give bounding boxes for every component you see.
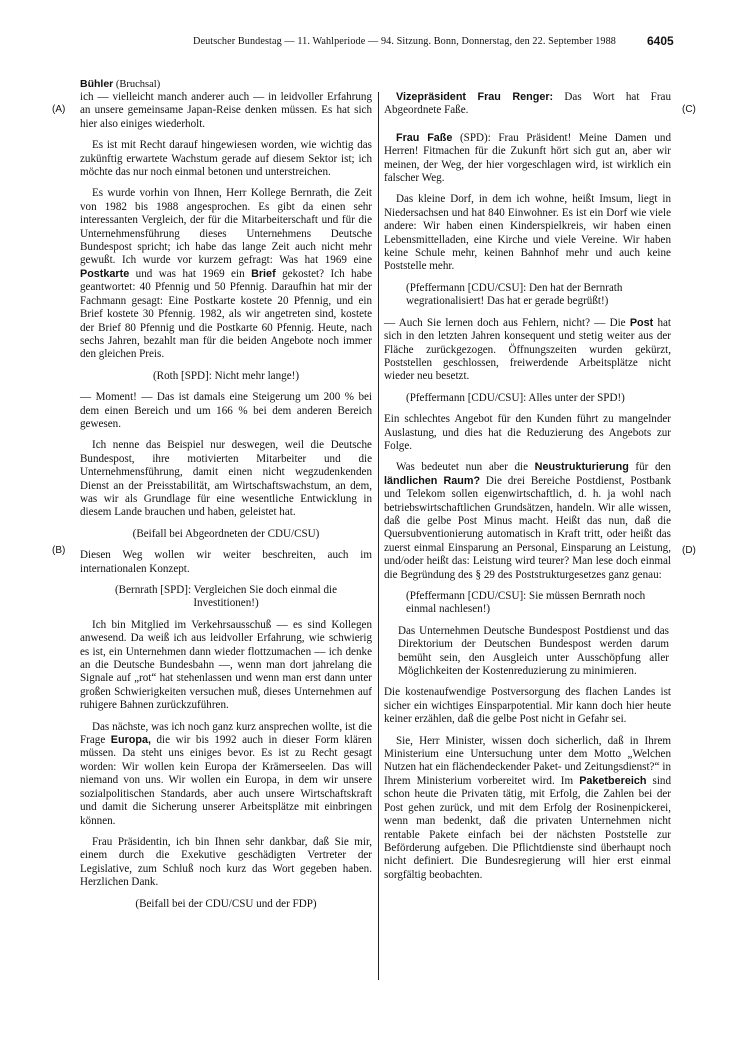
paragraph: Frau Faße (SPD): Frau Präsident! Meine Damen und Herren! Fitmachen für die Zukunft hört sich gut an, aber wir meinen, der Weg, der hier vorgeschlagen wird, ist wirklich ein falscher Weg.: [384, 131, 671, 185]
paragraph: Ein schlechtes Angebot für den Kunden führt zu mangelnder Auslastung, und dies hat die Reduzierung des Angebots zur Folge.: [384, 413, 671, 452]
paragraph: Ich bin Mitglied im Verkehrsausschuß — es sind Kollegen anwesend. Da weiß ich aus leidvoller Erfahrung, wie schwierig es ist, ein Unternehmen dann wieder flottzumachen — ich denke an die Deutsche Bundesbahn —, wenn man dort jahrelang die Signale auf „rot“ hat stehenlassen und wenn man erst dann unter großen Schwierigkeiten versuchen muß, dieses Unternehmen auf ruhigere Bahnen zurückzuführen.: [80, 618, 372, 712]
paragraph: Diesen Weg wollen wir weiter beschreiten, auch im internationalen Konzept.: [80, 549, 372, 575]
paragraph: ich — vielleicht manch anderer auch — in leidvoller Erfahrung an unsere gemeinsame Japan-Reise denken müssen. Es hat sich hier also einiges wiederholt.: [80, 91, 372, 130]
interjection: (Pfeffermann [CDU/CSU]: Sie müssen Bernrath noch einmal nachlesen!): [406, 590, 646, 616]
interjection: (Pfeffermann [CDU/CSU]: Alles unter der SPD!): [406, 391, 625, 404]
interjection: (Pfeffermann [CDU/CSU]: Den hat der Bernrath wegrationalisiert! Das hat er gerade begrüßt!): [406, 281, 623, 308]
running-speaker-label: [80, 78, 160, 90]
page-header: Deutscher Bundestag — 11. Wahlperiode — 94. Sitzung. Bonn, Donnerstag, den 22. September 1988: [193, 36, 616, 47]
paragraph: Es wurde vorhin von Ihnen, Herr Kollege Bernrath, die Zeit von 1982 bis 1988 angesprochen. Es gibt da einen sehr interessanten Vergleich, der für die Mitarbeiterschaft und für die Unternehmensführung dieses Unternehmens Deutsche Bundespost spricht; ich habe das lange Zeit auch nicht mehr gewußt. Ich wurde vor kurzem gefragt: Was hat 1969 eine Postkarte und was hat 1969 ein Brief gekostet? Ich habe geantwortet: 40 Pfennig und 50 Pfennig. Daraufhin hat mir der Fachmann gesagt: Eine Postkarte kostete 20 Pfennig, und ein Brief kostete 30 Pfennig. 1982, als wir angetreten sind, kostete der Brief 80 Pfennig und die Postkarte 60 Pfennig. Heute, nach sechs Jahren, bezahlt man für die beiden Angebote noch immer den gleichen Preis.: [80, 187, 372, 361]
paragraph: — Moment! — Das ist damals eine Steigerung um 200 % bei dem einen Bereich und um 166 % bei dem anderen Bereich gewesen.: [80, 391, 372, 430]
interjection: (Roth [SPD]: Nicht mehr lange!): [152, 369, 300, 382]
paragraph: Ich nenne das Beispiel nur deswegen, weil die Deutsche Bundespost, ihre motivierten Mitarbeiter und die Unternehmensführung, damit einen nicht wegzudenkenden Dienst an der Preisstabilität, am Wirtschaftswachstum, an dem, was wir als Grundlage für eine wesentliche Entwicklung in diesem Lande brauchen und haben, geleistet hat.: [80, 439, 372, 519]
paragraph: Es ist mit Recht darauf hingewiesen worden, wie wichtig das zukünftig erwartete Wachstum gerade auf diesem Sektor ist; ich möchte das nur noch einmal betonen und unterstreichen.: [80, 139, 372, 179]
interjection: (Bernrath [SPD]: Vergleichen Sie doch einmal die Investitionen!): [114, 584, 338, 610]
speaker-name: Vizepräsident Frau Renger:: [396, 91, 554, 103]
interjection: (Beifall bei der CDU/CSU und der FDP): [135, 897, 317, 910]
page-number: 6405: [647, 34, 674, 48]
interjection: (Beifall bei Abgeordneten der CDU/CSU): [132, 527, 320, 540]
column-divider: [378, 92, 379, 980]
paragraph: Vizepräsident Frau Renger: Das Wort hat Frau Abgeordnete Faße.: [384, 91, 671, 117]
quotation: Das Unternehmen Deutsche Bundespost Postdienst und das Direktorium der Deutschen Bundespost werden darum bemüht sein, den Ausgleich unter Ausschöpfung aller Möglichkeiten der Kostenreduzierung zu minimieren.: [398, 624, 669, 678]
margin-marker-c: (C): [682, 104, 696, 115]
paragraph: Was bedeutet nun aber die Neustrukturierung für den ländlichen Raum? Die drei Bereiche Postdienst, Postbank und Telekom sollen eigenwirtschaftlich, d. h. ja wohl nach betriebswirtschaftlichen Grundsätzen, handeln. Wir alle wissen, daß die gelbe Post Minus macht. Heißt das nun, daß die Quersubventionierung automatisch in Kraft tritt, oder heißt das zuerst einmal Einsparung an Personal, Einsparung an Leistung, und/oder heißt das: Leistung wird teurer? Man lese doch einmal die Begründung des § 29 des Poststrukturgesetzes ganz genau:: [384, 461, 671, 581]
paragraph: Frau Präsidentin, ich bin Ihnen sehr dankbar, daß Sie mir, einem durch die Exekutive geschädigten Vertreter der Legislative, zum Schluß noch kurz das Wort gegeben haben. Herzlichen Dank.: [80, 835, 372, 889]
margin-marker-b: (B): [52, 545, 66, 556]
paragraph: Sie, Herr Minister, wissen doch sicherlich, daß in Ihrem Ministerium eine Untersuchung unter dem Motto „Welchen Nutzen hat ein flächendeckender Paket- und Zeitungsdienst?“ in Ihrem Ministerium vorbereitet wird. Im Paketbereich sind schon heute die Privaten tätig, mit Erfolg, die Zahlen bei der Post gehen zurück, und mit dem Erfolg der Rosinenpickerei, wenn man bedenkt, daß die privaten Unternehmen nicht rentable Pakete einfach bei der nächsten Poststelle zur Beförderung aufgeben. Die Pflichtdienste sind überhaupt noch nicht definiert. Die Bundesregierung will hier erst einmal sorgfältig beobachten.: [384, 734, 671, 881]
right-column: [384, 91, 671, 890]
speaker-name: Bühler: [80, 78, 114, 90]
paragraph: Das nächste, was ich noch ganz kurz ansprechen wollte, ist die Frage Europa, die wir bis 1992 auch in dieser Form klären müssen. Da steht uns einiges bevor. Es ist zu Recht gesagt worden: Wir wollen kein Europa der Krämerseelen. Das will niemand von uns. Wir wollen ein Europa, in dem wir unsere sozialpolitischen Standards, aber auch unsere Wirtschaftskraft und damit die Sicherung unserer Arbeitsplätze mit einbringen können.: [80, 720, 372, 827]
left-column: [80, 91, 372, 919]
paragraph: Das kleine Dorf, in dem ich wohne, heißt Imsum, liegt in Niedersachsen und hat 840 Einwohner. Es ist ein Dorf wie viele andere: Wir haben einen Kinderspielkreis, wir haben einen Lebensmittelladen, eine Kirche und viele Vereine. Wir haben keine Schule mehr, keinen Bahnhof mehr und auch keine Poststelle mehr.: [384, 193, 671, 273]
margin-marker-a: (A): [52, 104, 66, 115]
paragraph: — Auch Sie lernen doch aus Fehlern, nicht? — Die Post hat sich in den letzten Jahren konsequent und stetig weiter aus der Fläche zurückgezogen. Öffnungszeiten wurden gekürzt, Poststellen geschlossen, freiwerdende Arbeitsplätze nicht wieder neu besetzt.: [384, 316, 672, 383]
margin-marker-d: (D): [682, 545, 696, 556]
speaker-constituency: (Bruchsal): [115, 79, 161, 90]
paragraph: Die kostenaufwendige Postversorgung des flachen Landes ist sicher ein wichtiges Einsparpotential. Mir kann doch hier heute keiner erzählen, daß die gelbe Post nicht in Gefahr sei.: [384, 686, 671, 726]
speaker-name: Frau Faße: [396, 131, 453, 144]
